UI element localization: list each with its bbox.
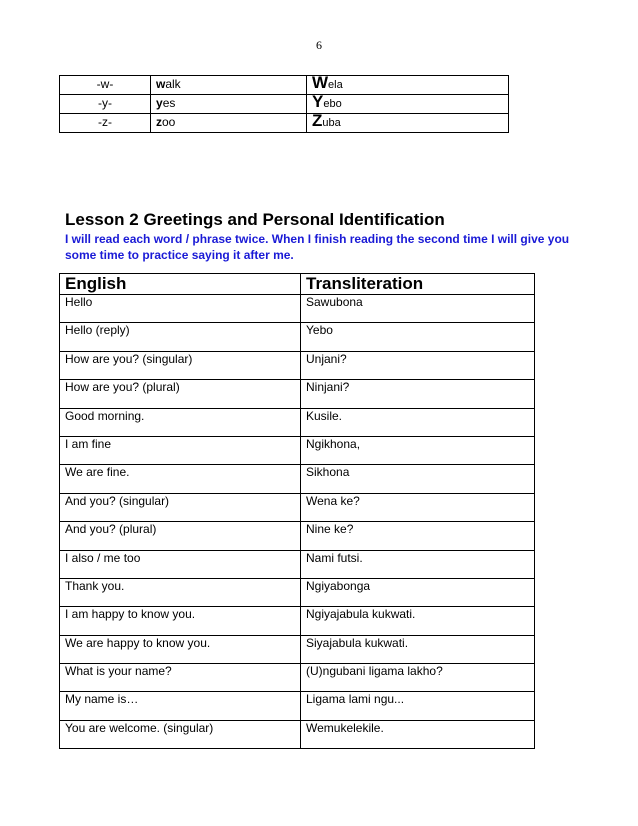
letter-cell: -z- — [60, 114, 151, 133]
header-transliteration: Transliteration — [301, 274, 535, 295]
transliteration-cell: Kusile. — [301, 408, 535, 436]
zulu-rest: uba — [322, 117, 341, 129]
letter-cell: -y- — [60, 95, 151, 114]
zulu-rest: ebo — [323, 98, 342, 110]
english-cell: How are you? (singular) — [60, 351, 301, 379]
english-cell: I am happy to know you. — [60, 607, 301, 635]
english-cell: Thank you. — [60, 578, 301, 606]
page-number: 6 — [316, 38, 322, 52]
zulu-example-cell — [307, 111, 509, 133]
alphabet-row — [60, 95, 509, 114]
example-initial: y — [156, 96, 163, 110]
alphabet-table — [59, 75, 509, 133]
transliteration-cell: Sawubona — [301, 295, 535, 323]
transliteration-cell: Ninjani? — [301, 380, 535, 408]
zulu-initial: Z — [312, 111, 323, 130]
vocab-row — [60, 408, 535, 436]
zulu-initial: Y — [312, 92, 324, 111]
english-cell: Good morning. — [60, 408, 301, 436]
vocab-row — [60, 635, 535, 663]
transliteration-cell: Yebo — [301, 323, 535, 351]
vocab-row — [60, 465, 535, 493]
transliteration-cell: Ngikhona, — [301, 436, 535, 464]
vocab-row — [60, 720, 535, 748]
transliteration-cell: Sikhona — [301, 465, 535, 493]
vocab-row — [60, 323, 535, 351]
example-rest: oo — [162, 115, 176, 129]
transliteration-cell: Ngiyajabula kukwati. — [301, 607, 535, 635]
lesson-instructions: I will read each word / phrase twice. When I finish reading the second time I will give you some time to practice saying it after me. — [65, 232, 570, 262]
vocab-row — [60, 493, 535, 521]
english-example-cell — [151, 95, 307, 114]
english-cell: We are happy to know you. — [60, 635, 301, 663]
english-cell: I also / me too — [60, 550, 301, 578]
transliteration-cell: Nine ke? — [301, 522, 535, 550]
lesson-name: Greetings and Personal Identification — [143, 210, 445, 229]
english-cell: What is your name? — [60, 664, 301, 692]
vocab-row — [60, 692, 535, 720]
alphabet-row — [60, 76, 509, 95]
vocab-row — [60, 436, 535, 464]
english-cell: We are fine. — [60, 465, 301, 493]
vocab-header-row — [60, 274, 535, 295]
vocab-row — [60, 522, 535, 550]
english-example-cell — [151, 114, 307, 133]
english-cell: You are welcome. (singular) — [60, 720, 301, 748]
zulu-example-cell — [307, 92, 509, 114]
english-cell: How are you? (plural) — [60, 380, 301, 408]
transliteration-cell: Wemukelekile. — [301, 720, 535, 748]
example-rest: alk — [165, 77, 181, 91]
transliteration-cell: Unjani? — [301, 351, 535, 379]
transliteration-cell: Nami futsi. — [301, 550, 535, 578]
alphabet-row — [60, 114, 509, 133]
transliteration-cell: Siyajabula kukwati. — [301, 635, 535, 663]
vocab-row — [60, 607, 535, 635]
english-cell: My name is… — [60, 692, 301, 720]
vocabulary-table — [59, 273, 535, 749]
example-initial: w — [156, 77, 166, 91]
vocab-row — [60, 550, 535, 578]
lesson-number: Lesson 2 — [65, 210, 139, 229]
vocab-row — [60, 351, 535, 379]
vocab-row — [60, 295, 535, 323]
english-cell: And you? (plural) — [60, 522, 301, 550]
transliteration-cell: Wena ke? — [301, 493, 535, 521]
example-rest: es — [162, 96, 176, 110]
english-cell: Hello — [60, 295, 301, 323]
example-initial: z — [156, 115, 162, 129]
vocab-row — [60, 380, 535, 408]
zulu-rest: ela — [328, 79, 343, 91]
english-cell: Hello (reply) — [60, 323, 301, 351]
transliteration-cell: Ligama lami ngu... — [301, 692, 535, 720]
letter-cell: -w- — [60, 76, 151, 95]
header-english: English — [60, 274, 301, 295]
vocab-row — [60, 578, 535, 606]
english-cell: And you? (singular) — [60, 493, 301, 521]
english-example-cell — [151, 76, 307, 95]
transliteration-cell: Ngiyabonga — [301, 578, 535, 606]
vocab-row — [60, 664, 535, 692]
english-cell: I am fine — [60, 436, 301, 464]
zulu-example-cell — [307, 73, 509, 95]
zulu-initial: W — [312, 73, 329, 92]
lesson-title — [65, 210, 445, 230]
transliteration-cell: (U)ngubani ligama lakho? — [301, 664, 535, 692]
